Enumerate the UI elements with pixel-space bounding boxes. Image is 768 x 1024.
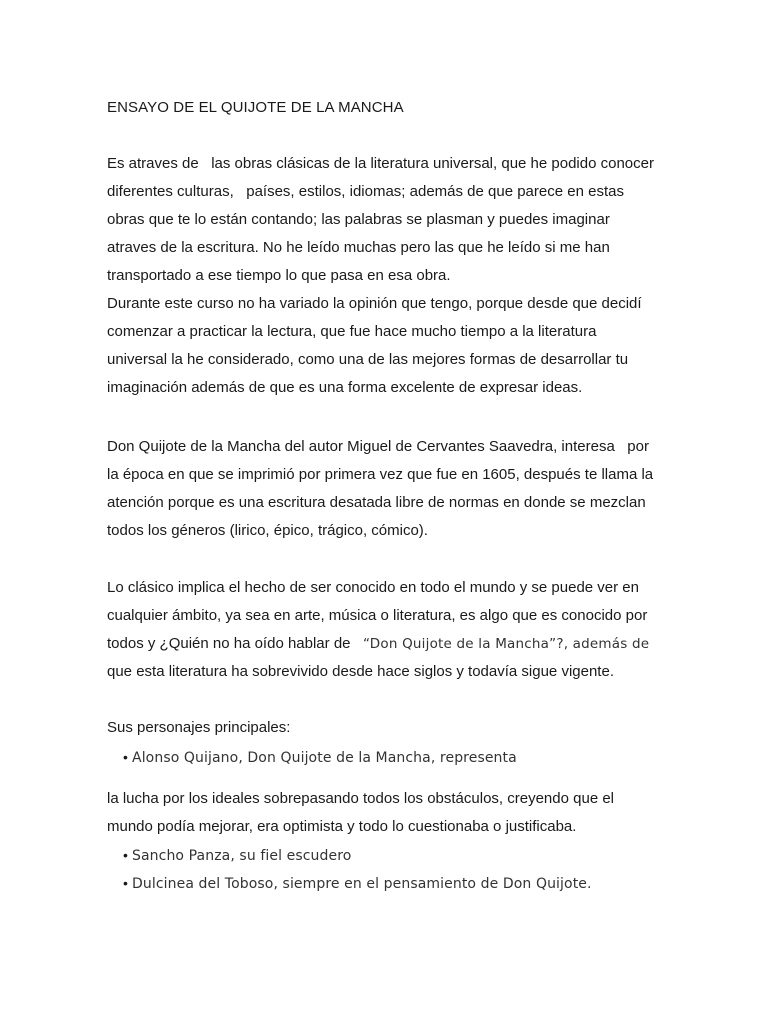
list-item-text: Alonso Quijano, Don Quijote de la Mancha, representa	[132, 750, 517, 766]
paragraph-line: Don Quijote de la Mancha del autor Miguel de Cervantes Saavedra, interesa por	[107, 438, 649, 455]
paragraph-line: la época en que se imprimió por primera vez que fue en 1605, después te llama la	[107, 466, 654, 483]
paragraph-line: la lucha por los ideales sobrepasando todos los obstáculos, creyendo que el	[107, 790, 614, 807]
characters-heading: Sus personajes principales:	[107, 719, 291, 736]
paragraph-line: cualquier ámbito, ya sea en arte, música o literatura, es algo que es conocido por	[107, 607, 648, 624]
paragraph-line: comenzar a practicar la lectura, que fue hace mucho tiempo a la literatura	[107, 323, 597, 340]
paragraph-line: atraves de la escritura. No he leído muchas pero las que he leído si me han	[107, 239, 610, 256]
paragraph-line: obras que te lo están contando; las palabras se plasman y puedes imaginar	[107, 211, 610, 228]
paragraph-line: Es atraves de las obras clásicas de la literatura universal, que he podido conocer	[107, 155, 654, 172]
bullet-marker: •	[123, 847, 129, 863]
paragraph-lucha	[107, 785, 687, 841]
paragraph-line: Lo clásico implica el hecho de ser conocido en todo el mundo y se puede ver en	[107, 579, 639, 596]
paragraph-intro	[107, 150, 687, 402]
document-title: ENSAYO DE EL QUIJOTE DE LA MANCHA	[107, 99, 404, 116]
list-item-text: Dulcinea del Toboso, siempre en el pensamiento de Don Quijote.	[132, 876, 592, 892]
paragraph-line: atención porque es una escritura desatada libre de normas en donde se mezclan	[107, 494, 646, 511]
paragraph-clasico	[107, 574, 687, 686]
list-item	[123, 749, 517, 766]
paragraph-line-text: todos y ¿Quién no ha oído hablar de	[107, 635, 364, 652]
paragraph-don-quijote	[107, 433, 687, 545]
paragraph-line: que esta literatura ha sobrevivido desde hace siglos y todavía sigue vigente.	[107, 663, 614, 680]
paragraph-line: universal la he considerado, como una de las mejores formas de desarrollar tu	[107, 351, 629, 368]
list-item	[123, 847, 351, 864]
paragraph-line: imaginación además de que es una forma excelente de expresar ideas.	[107, 379, 583, 396]
paragraph-line	[107, 630, 687, 658]
paragraph-line: diferentes culturas, países, estilos, idiomas; además de que parece en estas	[107, 183, 624, 200]
paragraph-line: mundo podía mejorar, era optimista y todo lo cuestionaba o justificaba.	[107, 818, 577, 835]
paragraph-line: todos los géneros (lirico, épico, trágico, cómico).	[107, 522, 428, 539]
paragraph-line: transportado a ese tiempo lo que pasa en esa obra.	[107, 267, 451, 284]
bullet-marker: •	[123, 875, 129, 891]
bullet-marker: •	[123, 749, 129, 765]
list-item	[123, 875, 592, 892]
quoted-title: “Don Quijote de la Mancha”?, además de	[363, 636, 650, 652]
paragraph-line: Durante este curso no ha variado la opinión que tengo, porque desde que decidí	[107, 295, 642, 312]
list-item-text: Sancho Panza, su fiel escudero	[132, 848, 352, 864]
